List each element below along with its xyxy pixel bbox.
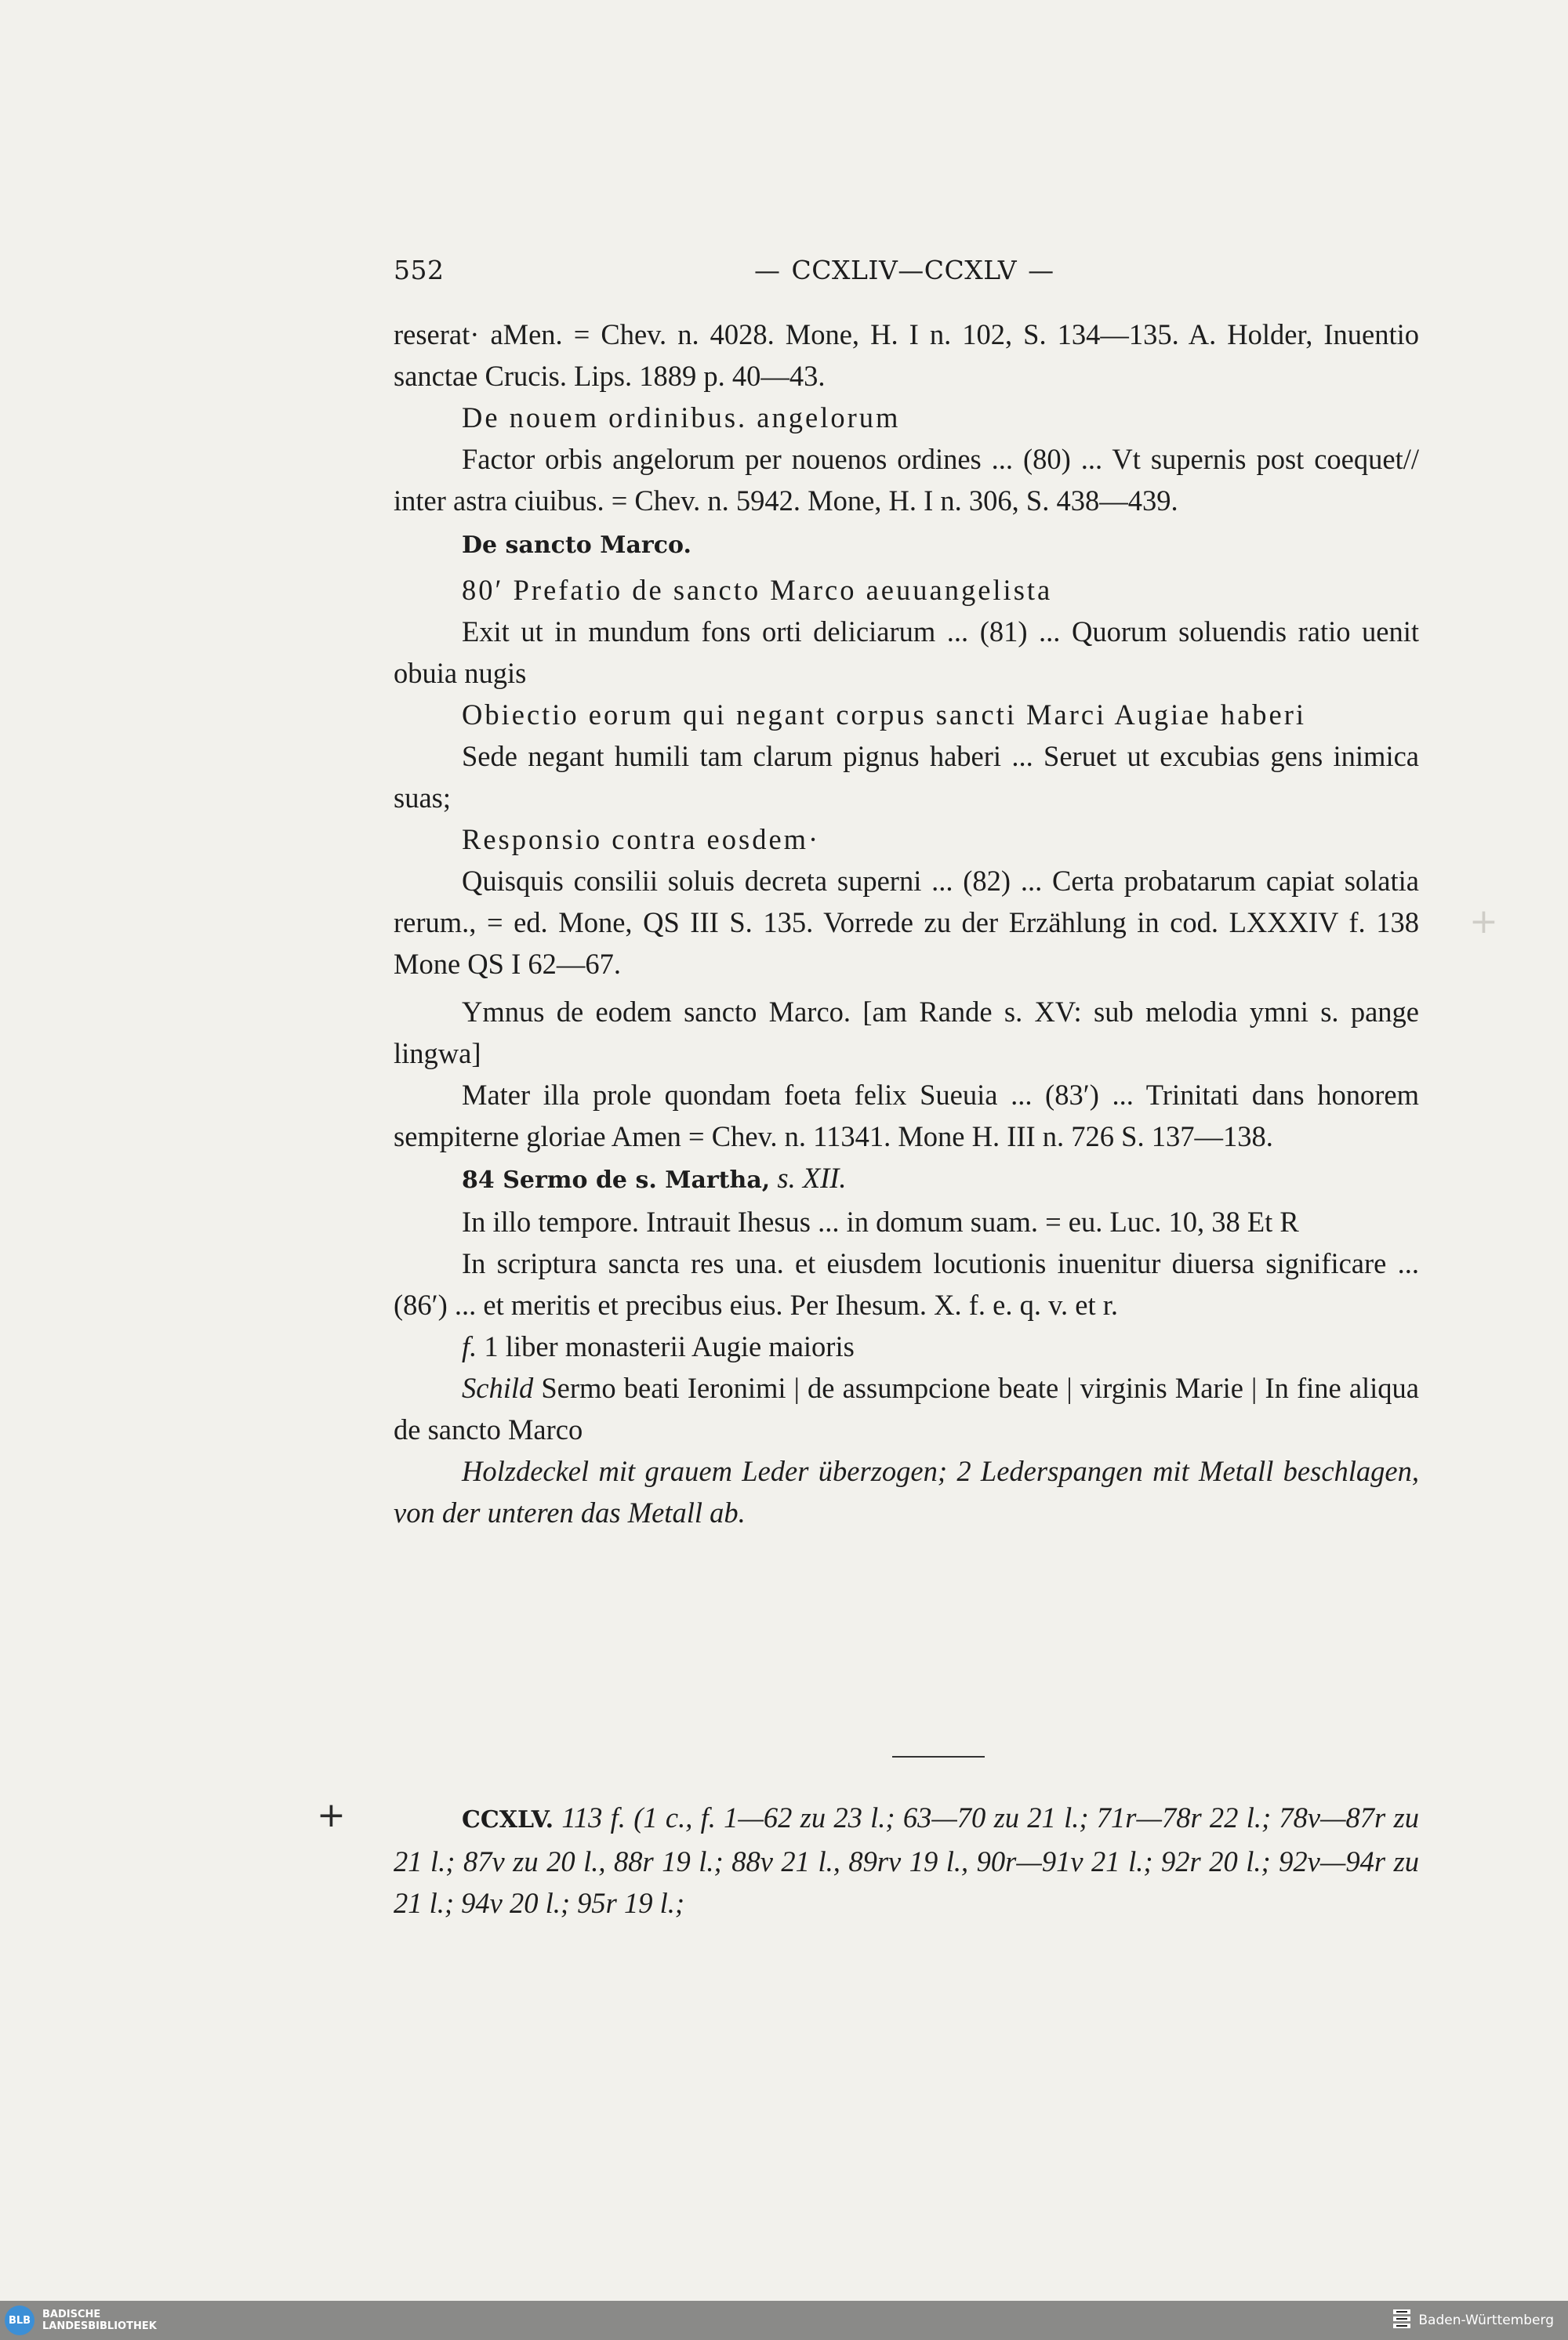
footer-bar bbox=[0, 2301, 1568, 2340]
section-heading-line bbox=[394, 1157, 1419, 1201]
entry-ccxlv bbox=[394, 1797, 1419, 1924]
baden-wuerttemberg-lions-icon bbox=[1392, 2307, 1412, 2334]
section-heading: De sancto Marco. bbox=[462, 531, 691, 559]
paragraph bbox=[394, 1367, 1419, 1450]
paragraph: Mater illa prole quondam foeta felix Sueuia ... (83′) ... Trinitati dans honorem sempiterne gloriae Amen = Chev. n. 11341. Mone H. III n. 726 S. 137—138. bbox=[394, 1079, 1419, 1152]
paragraph: Quisquis consilii soluis decreta superni ... (82) ... Certa probatarum capiat solatia rerum., = ed. Mone, QS III S. 135. Vorrede zu der Erzählung in cod. LXXXIV f. 138 Mone QS I 62—67. bbox=[394, 865, 1419, 980]
paragraph: Factor orbis angelorum per nouenos ordines ... (80) ... Vt supernis post coequet// inter astra ciuibus. = Chev. n. 5942. Mone, H. I n. 306, S. 438—439. bbox=[394, 443, 1419, 517]
paragraph bbox=[394, 1326, 1419, 1367]
section-heading: 84 Sermo de s. Martha, bbox=[462, 1166, 771, 1194]
paragraph: Sede negant humili tam clarum pignus haberi ... Seruet ut excubias gens inimica suas; bbox=[394, 740, 1419, 814]
running-title bbox=[743, 255, 1065, 285]
heading-line: 80′ Prefatio de sancto Marco aeuuangelista bbox=[462, 574, 1053, 606]
running-title-dash-right: — bbox=[1028, 255, 1054, 285]
entry-number: CCXLV. bbox=[462, 1806, 554, 1834]
heading-line: De nouem ordinibus. angelorum bbox=[462, 401, 901, 434]
binding-description: Holzdeckel mit grauem Leder überzogen; 2 Lederspangen mit Metall beschlagen, von der unteren das Metall ab. bbox=[394, 1455, 1419, 1529]
label-schild: Schild bbox=[462, 1372, 534, 1404]
running-title-dash-left: — bbox=[754, 255, 781, 285]
margin-plus: + bbox=[317, 1795, 346, 1835]
state-label: Baden-Württemberg bbox=[1418, 2313, 1554, 2328]
paragraph: In scriptura sancta res una. et eiusdem locutionis inuenitur diuersa significare ... (86′) ... et meritis et precibus eius. Per Ihesum. X. f. e. q. v. et r. bbox=[394, 1247, 1419, 1321]
paragraph: In illo tempore. Intrauit Ihesus ... in domum suam. = eu. Luc. 10, 38 Et R bbox=[462, 1206, 1299, 1238]
paragraph: Exit ut in mundum fons orti deliciarum ... (81) ... Quorum soluendis ratio uenit obuia nugis bbox=[394, 615, 1419, 689]
margin-plus-faint: + bbox=[1469, 902, 1498, 941]
paragraph bbox=[394, 1797, 1419, 1924]
page-number: 552 bbox=[394, 255, 445, 285]
date-note: s. XII. bbox=[777, 1162, 847, 1194]
running-title-text: CCXLIV—CCXLV bbox=[791, 255, 1018, 285]
folio-note: 1 liber monasterii Augie maioris bbox=[484, 1330, 855, 1362]
section-divider bbox=[892, 1756, 985, 1758]
heading-line: Responsio contra eosdem· bbox=[462, 823, 821, 855]
state-brand[interactable] bbox=[1392, 2307, 1554, 2334]
heading-line: Obiectio eorum qui negant corpus sancti Marci Augiae haberi bbox=[462, 698, 1307, 731]
library-brand[interactable] bbox=[5, 2306, 157, 2335]
schild-text: Sermo beati Ieronimi | de assumpcione beate | virginis Marie | In fine aliqua de sancto Marco bbox=[394, 1372, 1419, 1446]
paragraph: reserat· aMen. = Chev. n. 4028. Mone, H. I n. 102, S. 134—135. A. Holder, Inuentio sanctae Crucis. Lips. 1889 p. 40—43. bbox=[394, 318, 1419, 392]
library-name-line2: LANDESBIBLIOTHEK bbox=[42, 2320, 157, 2332]
entry-description: 113 f. (1 c., f. 1—62 zu 23 l.; 63—70 zu 21 l.; 71r—78r 22 l.; 78v—87r zu 21 l.; 87v zu 20 l., 88r 19 l.; 88v 21 l., 89rv 19 l., 90r—91v 21 l.; 92r 20 l.; 92v—94r zu 21 l.; 94v 20 l.; 95r 19 l.; bbox=[394, 1801, 1419, 1919]
library-name bbox=[42, 2309, 157, 2332]
folio-label: f. bbox=[462, 1330, 477, 1362]
library-name-line1: BADISCHE bbox=[42, 2309, 101, 2320]
entry-ccxliv-body bbox=[394, 314, 1419, 1533]
paragraph: Ymnus de eodem sancto Marco. [am Rande s. XV: sub melodia ymni s. pange lingwa] bbox=[394, 996, 1419, 1069]
blb-logo-icon: BLB bbox=[5, 2306, 34, 2335]
